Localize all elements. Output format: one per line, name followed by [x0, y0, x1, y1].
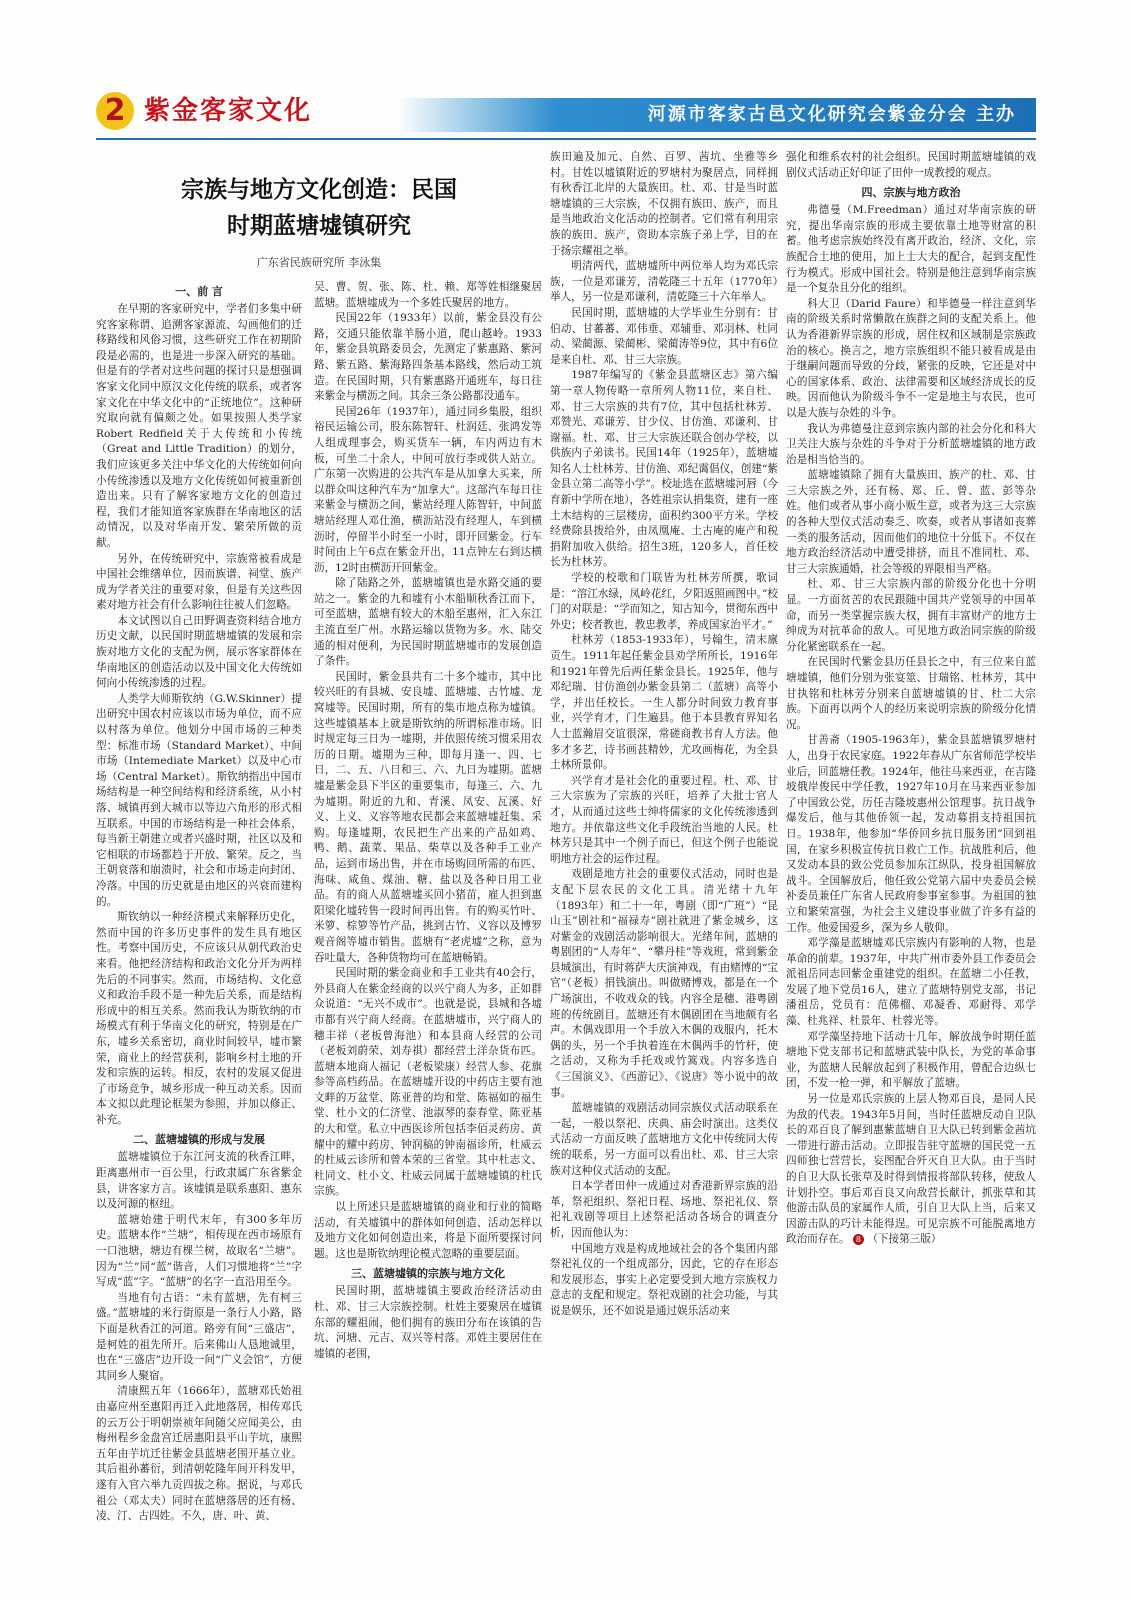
quote-paragraph: 中国地方戏是构成地域社会的各个集团内部祭祀礼仪的一个组成部分，因此，它的存在形态和发展形态，事实上必定要受到大地方宗族权力意志的支配和规定。祭祀戏剧的社会功能，与其说是娱乐，还不如说是通过娱乐活动来 [550, 1242, 778, 1317]
paragraph: 我认为弗德曼注意到宗族内部的社会分化和科大卫关注大族与杂姓的斗争对于分析蓝塘墟镇的地方政治是相当恰当的。 [786, 422, 1036, 466]
page-number-badge: 2 [96, 92, 134, 130]
section-heading: 四、宗族与地方政治 [861, 186, 961, 200]
paragraph: 民国时，紫金县共有二十多个墟市，其中比较兴旺的有县城、安良墟、蓝塘墟、古竹墟、龙窝墟等。民国时期，所有的集市地点称为墟镇。这些墟镇基本上就是斯钦纳的所谓标准市场。旧时规定每三日为一墟期，并依照传统习惯采用农历的日期。墟期为三种，即每月逢一、四、七日，二、五、八日和三、六、九日为墟期。蓝塘墟是紫金县下半区的重要集市，每逢三、六、九为墟期。附近的九和、青溪、凤安、瓦溪、好义、上义、义容等地农民都会来蓝塘墟赶集、采购。每逢墟期，农民把生产出来的产品如鸡、鸭、鹅、蔬菜、果品、柴草以及各种手工业产品，运到市场出售，并在市场购回所需的布匹、海味、咸鱼、煤油、糖、盐以及各种日用工业品。有的商人从蓝塘墟买回小猪苗，雇人担到惠阳梁化墟转售一段时间再出售。有的购买竹叶、米箩、棕箩等竹产品，挑到古竹、义容以及博罗观音阁等墟市销售。蓝塘有“老虎墟”之称，意为吞吐量大，各种货物均可在蓝塘畅销。 [314, 670, 542, 964]
page-header [96, 90, 1036, 136]
paragraph: 杜、邓、甘三大宗族内部的阶级分化也十分明显。一方面贫苦的农民跟随中国共产党领导的中国革命，而另一类掌握宗族大权，拥有丰富财产的地方士绅成为对抗革命的敌人。可见地方政治同宗族的阶级分化紧密联系在一起。 [786, 578, 1036, 653]
paragraph: 强化和维系农村的社会组织。民国时期蓝塘墟镇的戏剧仪式活动正好印证了田仲一成教授的观点。 [786, 151, 1036, 179]
paragraph: 在民国时代紫金县历任县长之中，有三位来自蓝塘墟镇，他们分别为张宴筮、甘瑞铭、杜林芳，其中甘执铭和杜林芳分别来自蓝塘墟镇的甘、杜二大宗族。下面再以两个人的经历来说明宗族的阶级分化情况。 [786, 656, 1036, 731]
paragraph: 在早期的客家研究中，学者们多集中研究客家称谓、追溯客家源流、勾画他们的迁移路线和风俗习惯，这些研究工作在初期阶段是必需的，也是进一步深入研究的基础。但是有的学者对这些问题的探讨只是想强调客家文化同中原汉文化传统的联系，或者客家文化在中华文化中的“正统地位”。这种研究取向就有偏颇之处。如果按照人类学家Robert Redfield关于大传统和小传统（Great and Little Tradition）的划分，我们应该更多关注中华文化的大传统如何向小传统渗透以及地方文化传统如何被重新创造出来。只有了解客家地方文化的创造过程，我们才能知道客家族群在华南地区的活动情况，以及对华南开发、繁荣所做的贡献。 [96, 303, 302, 549]
paragraph: 蓝塘墟镇的戏剧活动同宗族仪式活动联系在一起，一般以祭祀、庆典、庙会时演出。这类仪式活动一方面反映了蓝塘地方文化中传统同大传统的联系，另一方面可以看出杜、邓、甘三大宗族对这种仪式活动的支配。 [550, 1102, 778, 1177]
paragraph: 邓学藻坚持地下活动十几年，解放战争时期任蓝塘地下党支部书记和蓝塘武装中队长，为党的革命事业，为蓝塘人民解放起到了积极作用，曾配合边纵七团，不发一枪一弹，和平解放了蓝塘。 [786, 1030, 1036, 1090]
paragraph-text: 另一位是邓氏宗族的上层人物邓百良，是同人民为敌的代表。1943年5月间，当时任蓝塘反动自卫队长的邓百良了解到惠紫蓝塘自卫大队已转到紫金茜坑一带进行游击活动。立即报告驻守蓝塘的国民党一五四师独七营营长，妄图配合歼灭自卫大队。由于当时的自卫大队长张草及时得到情报将部队转移，使敌人计划扑空。事后邓百良又向敌营长献计，抓张草和其他游击队员的家属作人质，引自卫大队上当，后来又因游击队的巧计未能得逞。可见宗族不可能脱离地方政治而存在。 [786, 1093, 1036, 1246]
paragraph: 另外，在传统研究中，宗族常被看成是中国社会维缮单位，因而族谱、祠堂、族产成为学者关注的重要对象，但是有关这些因素对地方社会有什么影响往往被人们忽略。 [96, 552, 302, 612]
header-rule [96, 138, 1036, 140]
paragraph: 戏剧是地方社会的重要仪式活动，同时也是支配下层农民的文化工具。清光绪十九年（1893年）和二十一年，粤剧（即“广班”）“昆山玉”剧社和“福禄寿”剧社就进了紫金城乡，这对紫金的戏剧活动影响很大。光绪年间，蓝塘的粤剧团的“人寿年”、“攀丹桂”等戏班，常到紫金县城演出，有时蒋萨大庆演神戏，有由赌博的“宝官”（老板）捐钱演出。叫做赌博戏，都是在一个广场演出，不收戏众的钱。内容全是穗、港粤剧班的传统剧目。蓝塘还有木偶剧团在当地颇有名声。木偶戏即用一个手放入木偶的戏服内，托木偶的头，另一个手执着连在木偶两手的竹杆，使之活动，又称为手托戏或竹篙戏。内容多选自《三国演义》、《西游记》、《说唐》等小说中的故事。 [550, 868, 778, 1099]
paragraph: 当地有句古语：“未有蓝塘，先有柯三盛。”蓝塘墟的米行街原是一条行人小路，路下面是秋香江的河道。路旁有间“三盛店”，是柯姓的祖先所开。后来佛山人恳地诚里，也在“三盛店”边开设一间“广义会馆”，方便其同乡人聚宿。 [96, 1291, 302, 1382]
column-4 [786, 150, 1036, 1248]
paragraph: 蓝塘墟镇除了拥有大量族田、族产的杜、邓、甘三大宗族之外，还有杨、郑、丘、曾、蓝、彭等杂姓。他们或者从事小商小贩生意，或者为这三大宗族的各种大型仪式活动奏乏、吹奏，或者从事诸如丧葬一类的服务活动，因而他们的地位十分低下。不仅在地方政治经济活动中遭受排挤，而且不准同杜、邓、甘三大宗族通婚，社会等级的界限相当严格。 [786, 469, 1036, 575]
paragraph: 除了陆路之外，蓝塘墟镇也是水路交通的要站之一。紫金的九和墟有小木船顺秋香江而下，可至蓝塘，蓝塘有较大的木船至惠州，汇入东江主流直至广州。水路运输以货物为多。水、陆交通的相对便利，为民国时期蓝塘墟市的发展创造了条件。 [314, 577, 542, 668]
column-2 [314, 280, 542, 1362]
continued-note: （下接第三版） [867, 1233, 942, 1246]
paragraph: 本文试图以自己田野调查资料结合地方历史文献，以民国时期蓝塘墟镇的发展和宗族对地方文化的支配为例，展示客家群体在华南地区的创造活动以及中国文化大传统如何向小传统渗透的过程。 [96, 614, 302, 690]
paragraph: 邓学藻是蓝塘墟邓氏宗族内有影响的人物，也是革命的前辈。1937年，中共广州市委外县工作委员会派祖岳同志回紫金重建党的组织。在蓝塘二小任教，发展了地下党员16人，建立了蓝塘特别党支部，书记潘祖岳，党员有：范佛榴、邓凝香、邓耐得、邓学藻、杜兆祥、杜景年、杜蓉光等。 [786, 937, 1036, 1028]
paragraph: 弗德曼（M.Freedman）通过对华南宗族的研究，提出华南宗族的形成主要依靠土地等财富的积蓄。他考虑宗族始终没有离开政治，经济、文化，宗族配合土地的使用，加上士大夫的配合，起到支配性行为模式。形成中国社会。特别是他注意到华南宗族是一个复杂且分化的组织。 [786, 204, 1036, 295]
article-body [96, 150, 1036, 1550]
article-title [96, 172, 542, 244]
paragraph: 清康熙五年（1666年），蓝塘邓氏始祖由嘉应州至惠阳再迁入此地落居，相传邓氏的云万公于明朝崇祯年间随父应闻美公，由梅州程乡金盘宫迁居惠阳县平山芋坑，康熙五年由芋坑迁往紫金县蓝塘老围开基立业。其后祖孙蕃衍，到清朝乾隆年间开科发甲，遂有入官六举九贡四拔之称。据说，与邓氏祖公（邓太夫）同时在蓝塘落居的还有杨、凌、汀、古四姓。不久，唐、叶、黄、 [96, 1385, 302, 1523]
column-3 [550, 150, 778, 1320]
paragraph: 日本学者田仲一成通过对香港新界宗族的沿革，祭祀组织、祭祀日程、场地、祭祀礼仪、祭祀礼戏剧等项目上述祭祀活动各场合的调查分析，因而他认为： [550, 1180, 778, 1239]
column-1 [96, 280, 302, 1525]
section-heading: 三、蓝塘墟镇的宗族与地方文化 [351, 1267, 505, 1281]
title-line-2: 时期蓝塘墟镇研究 [227, 212, 411, 239]
paragraph: 民国时期，蓝塘墟的大学毕业生分别有：甘伯动、甘蕃蕃、邓伟垂、邓辅垂、邓羽林、杜同动、梁蔺源、梁蔺彬、梁蔺涛等9位，其中有6位是来自杜、邓、甘三大宗族。 [550, 306, 778, 366]
paragraph [786, 1092, 1036, 1248]
title-line-1: 宗族与地方文化创造：民国 [181, 176, 457, 203]
paragraph: 兴学育才是社会化的重要过程。杜、邓、甘三大宗族为了宗族的兴旺，培养了大批士官人才，从而通过这些士绅将儒家的文化传统渗透到地方。并依靠这些文化手段统治当地的人民。杜林芳只是其中一个例子而已，但这个例子也能说明地方社会的运作过程。 [550, 774, 778, 865]
paper-name: 紫金客家文化 [144, 96, 313, 126]
paragraph: 民国时期的紫金商业和手工业共有40会行，外县商人在紫金经商的以兴宁商人为多，正如群众说道：“无兴不成市”。也就是说，县城和各墟市都有兴宁商人经商。在蓝塘墟市，兴宁商人的穗丰祥（老板曾海池）和本县商人经营的公司（老板刘蔚荣、刘寿祺）都经营土洋杂货布匹。蓝塘本地商人福记（老板梁康）经营人参、花旗参等高档药品。在蓝塘墟开设的中药店主要有池文畔的万盆堂、陈亚普的均和堂、陈福如的福生堂、杜小文的仁济堂、池淑琴的泰春堂、陈亚基的大和堂。私立中西医诊所包括李佰灵药房、黄耀中的耀中药房、钟润稿的钟南福诊所，杜威云的杜威云诊所和曾本荣的三省堂。其中杜志文、杜同文、杜小文、杜威云同属于蓝塘墟镇的杜氏宗族。 [314, 967, 542, 1198]
paragraph: 民国时期，蓝塘墟镇主要政治经济活动由杜、邓、甘三大宗族控制。杜姓主要聚居在墟镇东部的耀祖闹，他们拥有的族田分布在该镇的告坑、河塘、元吉、双兴等村落。邓姓主要居住在墟镇的老围， [314, 1285, 542, 1360]
paragraph: 科大卫（Darid Faure）和毕德曼一样注意到华南的阶级关系时常懒散在族群之间的支配关系上。他认为香港新界宗族的形成，居住权和区域制是宗族政治的核心。换言之，地方宗族组织不能只被看成是由于继嗣问题而导致的分歧，紧张的反映，它还是对中心的国家体系、政治、法律需要和区域经济成长的反映。因而他认为阶级斗争不一定是地主与农民，也可以是大族与杂姓的斗争。 [786, 297, 1036, 419]
paragraph: 族田遍及加元、自然、百罗、茜坑、坐雅等乡村。甘姓以墟镇附近的罗塘村为聚居点，同样拥有秋香江北岸的大量族田。杜、邓、甘是当时蓝塘墟镇的三大宗族，不仅拥有族田、族产，而且是当地政治文化活动的控制者。它们常有利用宗族的族田、族产，资助本宗族子弟上学，目的在于扬宗耀祖之举。 [550, 151, 778, 257]
header-banner [396, 98, 1036, 132]
paragraph: 人类学大师斯钦纳（G.W.Skinner）提出研究中国农村应该以市场为单位，而不应以村落为单位。他划分中国市场的三种类型：标准市场（Standard Market）、中间市场（Intemediate Market）以及中心市场（Central Market）。斯钦纳指出中国市场结构是一种空间结构和经济系统，从小村落、城镇再到大城市以等边六角形的形式相互联系。中国的市场结构是一种社会体系，每当新王朝建立或者兴盛时期，社区以及和它相联的市场都趋于开放、繁荣。反之，当王朝衰落和崩溃时，社会和市场走向封闭、冷落。中国的历史就是由地区的兴衰而建构的。 [96, 692, 302, 908]
end-mark-icon: 8 [853, 1234, 864, 1245]
paragraph: 明清两代，蓝塘墟所中两位举人均为邓氏宗族，一位是邓谦芳，清乾隆三十五年（1770年）举人，另一位是邓谦利，清乾隆三十六年举人。 [550, 260, 778, 304]
paragraph: 以上所述只是蓝塘墟镇的商业和行业的简略活动，有关墟镇中的群体如何创造、活动怎样以及地方文化如何创造出来，将是下面所要探讨问题。这也是斯钦纳理论模式忽略的重要层面。 [314, 1201, 542, 1260]
paragraph: 民国26年（1937年），通过同乡集股，组织裕民运输公司，股东陈智轩、杜润廷、张鸿发等人组成理事会，购买货车一辆，车内两边有木板，可坐二十余人，中间可放行李或供人站立。广东第一次购进的公共汽车是从加拿大买来，所以群众叫这种汽车为“加拿大”。这部汽车每日往来紫金与横沥之间，紫站经理人陈智轩，中间蓝塘站经理人邓仕渔，横沥站没有经理人，车到横沥时，停留半小时至一小时，即开回紫金。行车时间由上午6点在紫金开出，11点钟左右到达横沥，12时由横沥开回紫金。 [314, 405, 542, 574]
paragraph: 吴、曹、贺、张、陈、杜、赖、郑等姓相继聚居蓝塘。蓝塘墟成为一个多姓氏聚居的地方。 [314, 281, 542, 309]
section-heading: 二、蓝塘墟镇的形成与发展 [133, 1133, 265, 1147]
paragraph: 学校的校歌和门联皆为杜林芳所撰，歌词是：“溶江水绿，凤岭花红，夕阳返照画图中。”校门的对联是：“学而知之，知古知今，贯彻东西中外史；校者教也，教忠教孝，养成国家治平才。” [550, 572, 778, 631]
article-author: 广东省民族研究所 李泳集 [256, 256, 382, 269]
section-heading: 一、前 言 [175, 285, 223, 298]
paragraph: 斯钦纳以一种经济模式来解释历史化，然而中国的许多历史事件的发生具有地区性。考察中国历史，不应该只从朝代政治史来看。他把经济结构和政治文化分开为两样先后的不同事实。然而，市场结构、文化意义和政治手段不是一种先后关系，而是结构形成中的相互关系。然而我认为斯钦纳的市场模式有利于华南文化的研究，特别是在广东，墟乡关系密切，商业时间较早，墟市繁荣，商业上的经营获利，影响乡村土地的开发和宗族的运转。相反，农村的发展又促进了市场竞争，城乡形成一种互动关系。因而本文拟以此理论框架为参照，并加以修正、补充。 [96, 911, 302, 1126]
organizer-text: 河源市客家古邑文化研究会紫金分会 主办 [647, 104, 1016, 125]
paragraph: 蓝塘始建于明代末年，有300多年历史。蓝塘本作“兰塘”，相传现在西市场原有一口池塘，塘边有棵兰树，故取名“兰塘”。因为“兰”同“蓝”谐音，人们习惯地将“兰”字写成“蓝”字。“蓝塘”的名字一直沿用至今。 [96, 1213, 302, 1289]
paragraph: 1987年编写的《紫金县蓝塘区志》第六编第一章人物传略一章所列人物11位，来自杜、邓、甘三大宗族的共有7位，其中包括杜林芳、邓赞光、邓谦芳、甘少仪、甘仿渔、邓谦利、甘谢福。杜、邓、甘三大宗族还联合创办学校，以供族内子弟读书。民国14年（1925年），蓝塘墟知名人士杜林芳、甘仿渔、邓纪霭倡仪，创建“紫金县立第二高等小学”。校址选在蓝塘墟河唇（今育新中学所在地），各姓祖宗认捐集资，建有一座土木结构的三层楼房，面积约300平方米。学校经费除县拨给外，由凤凰庵、土古庵的庵产和税捐附加收入供给。招生3班，120多人，首任校长为杜林芳。 [550, 369, 778, 569]
paragraph: 民国22年（1933年）以前，紫金县没有公路，交通只能依靠羊肠小道，爬山越岭。1933年，紫金县筑路委员会，先测定了紫惠路、紫河路、紫五路、紫海路四条基本路线，然后动工筑造。在民国时期，只有紫惠路开通班车，每日往来紫金与横沥之间。其余三条公路都没通车。 [314, 312, 542, 403]
paragraph: 蓝塘墟镇位于东江河支流的秋香江畔，距离惠州市一百公里，行政隶属广东省紫金县，讲客家方言。该墟镇是联系惠阳、惠东以及河源的枢纽。 [96, 1151, 302, 1211]
paragraph: 甘善斋（1905-1963年），紫金县蓝塘镇罗塘村人，出身于农民家庭。1922年春从广东省师范学校毕业后，回蓝塘任教。1924年，他往马来西亚，在吉隆坡俄岸俊民中学任教，1927年10月在马来西亚参加了中国致公党，历任吉隆坡惠州公馆理事。抗日战争爆发后，他与其他侨领一起，发动募捐支持祖国抗日。1938年，他参加“华侨回乡抗日服务团”回到祖国，在家乡积极宣传抗日救亡工作。抗战胜利后，他又发动本县的致公党员参加东江纵队，投身祖国解放战斗。全国解放后，他任致公党第六届中央委员会候补委员兼任广东省人民政府参事室参事。为祖国的独立和繁荣富强，为社会主义建设事业做了许多有益的工作。他爱国爱乡，深为乡人敬仰。 [786, 734, 1036, 934]
paragraph: 杜林芳（1853-1933年），号翰生，清末廪贡生。1911年起任紫金县劝学所所长，1916年和1921年曾先后两任紫金县长。1925年，他与邓纪瑞、甘仿渔创办紫金县第二（蓝塘）高等小学，并出任校长。一生人都分时间致力教育事业，兴学育才，门生遍县。他于本县教育界知名人士蓝瀚眉交谊很深，常磋商教书育人方法。他多才多艺，诗书画甚精妙，尤攻画梅花，为全县土林所景仰。 [550, 634, 778, 772]
